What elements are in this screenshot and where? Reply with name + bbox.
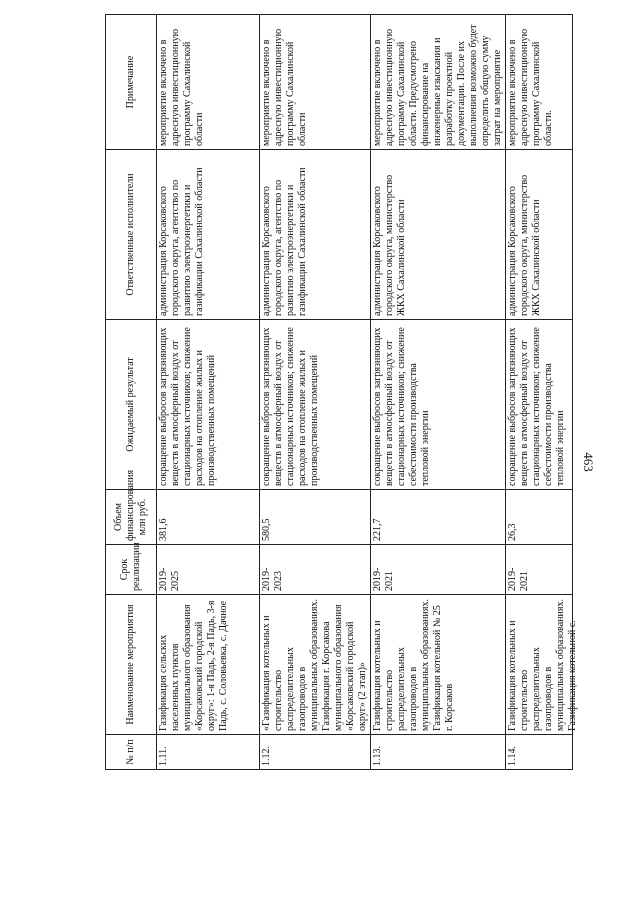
cell-result (506, 320, 573, 490)
cell-note: мероприятие включено в адресную инвестиционную программу Сахалинской области. Предусмотрено финансирование на инженерные изыскания и разработку проектной документации. После их выполнения возможно будет определить общую сумму затрат на мероприятие (371, 15, 506, 150)
header-result: Ожидаемый результат (106, 320, 157, 490)
cell-volume: 26,3 (506, 490, 573, 545)
cell-note: мероприятие включено в адресную инвестиционную программу Сахалинской области (157, 15, 260, 150)
cell-name (506, 595, 578, 735)
cell-result-text: сокращение выбросов загрязняющих веществ в атмосферный воздух от стационарных источников; снижение себестоимости производства тепловой энергии (507, 327, 566, 486)
page-number: 463 (581, 452, 596, 472)
cell-note (506, 15, 573, 150)
cell-note: мероприятие включено в адресную инвестиционную программу Сахалинской области (260, 15, 371, 150)
cell-volume: 221,7 (371, 490, 506, 545)
cell-name: Газификация котельных и строительство распределительных газопроводов в муниципальных образованиях. Газификация котельной № 25 г. Корсаков (371, 595, 506, 735)
cell-num: 1.12. (260, 735, 371, 770)
cell-term: 2019-2025 (157, 545, 260, 595)
cell-responsible: администрация Корсаковского городского округа, министерство ЖКХ Сахалинской области (371, 150, 506, 320)
cell-result: сокращение выбросов загрязняющих веществ в атмосферный воздух от стационарных источников; снижение расходов на отопление жилых и производственных помещений (260, 320, 371, 490)
cell-volume: 580,5 (260, 490, 371, 545)
header-name: Наименование мероприятия (106, 595, 157, 735)
cell-term: 2019-2021 (371, 545, 506, 595)
table-row (506, 15, 573, 770)
cell-note-text: мероприятие включено в адресную инвестиционную программу Сахалинской области. (507, 28, 554, 146)
cell-result: сокращение выбросов загрязняющих веществ в атмосферный воздух от стационарных источников; снижение расходов на отопление жилых и производственных помещений (157, 320, 260, 490)
header-responsible: Ответственные исполнители (106, 150, 157, 320)
header-note: Примечание (106, 15, 157, 150)
cell-term: 2019-2023 (260, 545, 371, 595)
rotated-table-sheet (105, 15, 585, 770)
cell-name-text: Газификация котельных и строительство распределительных газопроводов в муниципальных образованиях. Газификация котельной с. (507, 599, 578, 731)
cell-responsible (506, 150, 573, 320)
cell-result: сокращение выбросов загрязняющих веществ в атмосферный воздух от стационарных источников; снижение себестоимости производства тепловой энергии (371, 320, 506, 490)
header-num: № п/п (106, 735, 157, 770)
cell-name: «Газификация котельных и строительство распределительных газопроводов в муниципальных образованиях. Газификация г. Корсакова муниципального образования «Корсаковский городской округ» (2 этап)» (260, 595, 371, 735)
cell-term: 2019-2021 (506, 545, 573, 595)
cell-responsible-text: администрация Корсаковского городского округа, министерство ЖКХ Сахалинской области (507, 174, 542, 316)
table-row (260, 15, 371, 770)
cell-name: Газификация сельских населенных пунктов муниципального образования «Корсаковский городской округ»: 1-я Падь, 2-я Падь, 3-я Падь, с. Соловьевка, с. Дачное (157, 595, 260, 735)
cell-num: 1.11. (157, 735, 260, 770)
header-volume: Объем финансирования млн руб. (106, 490, 157, 545)
cell-num: 1.14. (506, 735, 573, 770)
measures-table (105, 14, 578, 770)
table-row (157, 15, 260, 770)
cell-responsible: администрация Корсаковского городского округа, агентство по развитию электроэнергетики и газификации Сахалинской области (260, 150, 371, 320)
header-term: Срок реализации (106, 545, 157, 595)
table-header-row (106, 15, 157, 770)
cell-num: 1.13. (371, 735, 506, 770)
table-row (371, 15, 506, 770)
cell-volume: 381,6 (157, 490, 260, 545)
cell-responsible: администрация Корсаковского городского округа, агентство по развитию электроэнергетики и газификации Сахалинской области (157, 150, 260, 320)
